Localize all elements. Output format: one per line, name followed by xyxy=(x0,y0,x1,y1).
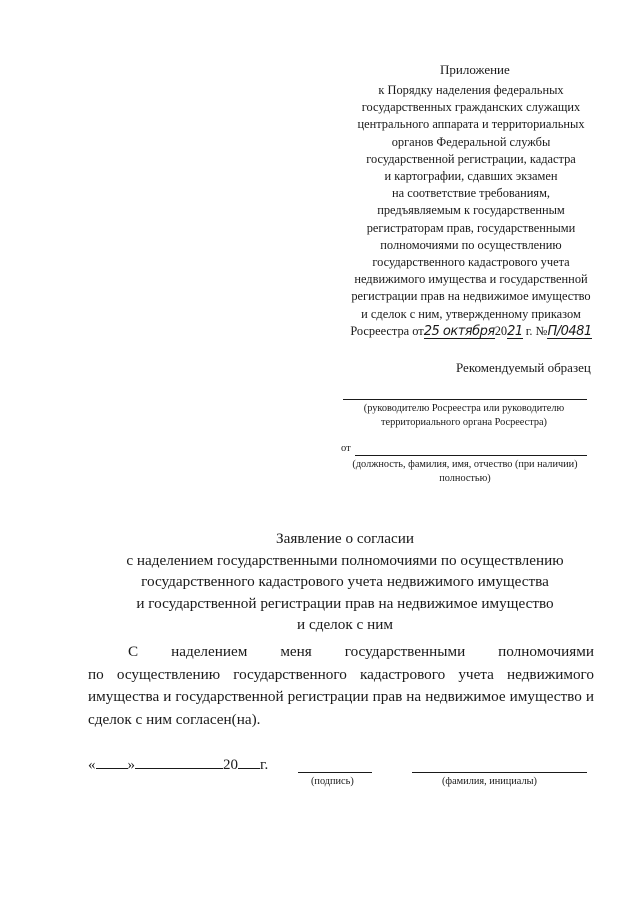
heading-line: Заявление о согласии xyxy=(276,530,414,547)
appendix-line: центрального аппарата и территориальных xyxy=(357,117,585,132)
appendix-line: на соответствие требованиям, xyxy=(391,186,551,201)
paragraph-first-line xyxy=(88,641,594,664)
addressee-line xyxy=(343,399,587,400)
addressee-caption xyxy=(336,402,592,430)
year-blank xyxy=(238,768,260,769)
paragraph-word: государственными xyxy=(344,643,466,660)
order-date-handwritten: 25 октября xyxy=(423,323,495,339)
paragraph-rest: по осуществлению государственного кадастрового учета недвижимого имущества и государственной регистрации прав на недвижимое имущество и сделок с ним согласен(на). xyxy=(88,665,594,728)
appendix-line: и картографии, сдавших экзамен xyxy=(384,169,558,184)
sender-caption-line: полностью) xyxy=(439,473,491,484)
appendix-line: регистраторам прав, государственными xyxy=(366,220,576,235)
sender-line xyxy=(355,455,587,456)
order-year-prefix: 20 xyxy=(494,323,508,338)
appendix-line: органов Федеральной службы xyxy=(391,134,551,149)
signature-caption: (подпись) xyxy=(311,776,354,787)
from-label: от xyxy=(341,443,351,454)
addressee-caption-line: территориального органа Росреестра) xyxy=(381,417,547,428)
year-suffix: г. xyxy=(260,757,269,773)
sender-caption xyxy=(336,458,594,486)
order-number-label: г. № xyxy=(525,323,548,338)
appendix-line: государственной регистрации, кадастра xyxy=(366,151,576,166)
name-caption: (фамилия, инициалы) xyxy=(442,776,537,787)
appendix-text xyxy=(330,82,612,340)
heading-line: государственного кадастрового учета недвижимого имущества xyxy=(141,573,549,590)
appendix-line: и сделок с ним, утвержденному приказом xyxy=(361,306,581,321)
sender-caption-line: (должность, фамилия, имя, отчество (при наличии) xyxy=(352,459,578,470)
paragraph-word: С xyxy=(128,643,139,660)
order-year-handwritten: 21 xyxy=(507,323,523,339)
order-number-handwritten: П/0481 xyxy=(547,323,592,339)
heading-line: и сделок с ним xyxy=(297,616,393,633)
order-reference xyxy=(330,323,612,340)
paragraph-word: наделением xyxy=(171,643,248,660)
day-blank xyxy=(96,768,128,769)
appendix-line: полномочиями по осуществлению xyxy=(380,237,562,252)
date-line xyxy=(88,757,268,774)
appendix-line: регистрации прав на недвижимое имущество xyxy=(351,289,591,304)
addressee-caption-line: (руководителю Росреестра или руководителю xyxy=(363,403,565,414)
month-blank xyxy=(135,768,223,769)
consent-paragraph xyxy=(88,641,594,731)
paragraph-word: полномочиями xyxy=(498,643,594,660)
appendix-line: недвижимого имущества и государственной xyxy=(354,272,588,287)
appendix-line: государственных гражданских служащих xyxy=(361,100,581,115)
appendix-line: государственного кадастрового учета xyxy=(372,255,570,270)
statement-heading xyxy=(60,528,630,636)
year-prefix: 20 xyxy=(223,757,238,773)
date-quote-open: « xyxy=(88,757,96,773)
paragraph-word: меня xyxy=(280,643,312,660)
order-prefix: Росреестра от xyxy=(350,323,424,338)
heading-line: с наделением государственными полномочиями по осуществлению xyxy=(126,551,564,569)
appendix-line: предъявляемым к государственным xyxy=(377,203,565,218)
date-quote-close: » xyxy=(127,757,135,773)
signature-line xyxy=(298,772,372,773)
appendix-line: к Порядку наделения федеральных xyxy=(378,83,564,97)
recommended-sample-label: Рекомендуемый образец xyxy=(456,360,591,375)
heading-line: и государственной регистрации прав на недвижимое имущество xyxy=(136,594,554,612)
appendix-title: Приложение xyxy=(440,62,510,77)
name-line xyxy=(412,772,587,773)
